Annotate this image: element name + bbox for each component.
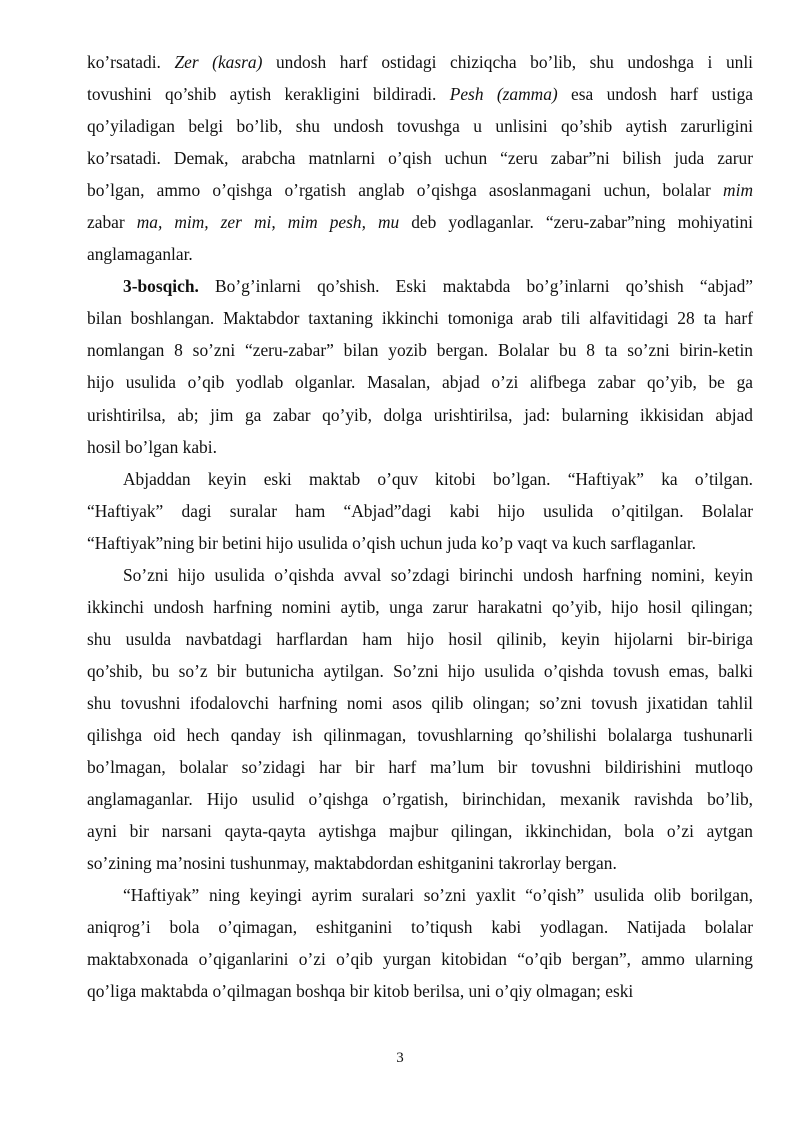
text-run: So’zni hijo usulida o’qishda avval so’zdagi birinchi undosh harfning nomini, keyin xyxy=(123,564,753,585)
bold-heading: 3-bosqich. xyxy=(123,276,199,297)
text-line xyxy=(87,591,753,623)
page-number: 3 xyxy=(396,1050,404,1066)
text-line xyxy=(87,78,753,110)
text-line xyxy=(87,783,753,815)
text-run: ikkinchi undosh harfning nomini aytib, unga zarur harakatni qo’yib, hijo hosil qilingan; xyxy=(87,596,753,617)
text-run: ko’rsatadi. Demak, arabcha matnlarni o’qish uchun “zeru zabar”ni bilish juda zarur xyxy=(87,148,753,169)
text-line xyxy=(87,366,753,398)
text-line xyxy=(87,431,753,463)
text-run: hosil bo’lgan kabi. xyxy=(87,436,217,457)
text-run: Abjaddan keyin eski maktab o’quv kitobi bo’lgan. “Haftiyak” ka o’tilgan. xyxy=(123,468,753,489)
text-run: “Haftiyak” ning keyingi ayrim suralari so’zni yaxlit “o’qish” usulida olib borilgan, xyxy=(123,885,753,906)
text-line xyxy=(87,943,753,975)
text-run: qilishga oid hech qanday ish qilinmagan, tovushlarning qo’shilishi bolalarga tushunarli xyxy=(87,724,753,745)
text-run: urishtirilsa, ab; jim ga zabar qo’yib, dolga urishtirilsa, jad: bularning ikkisidan abjad xyxy=(87,404,753,425)
text-line xyxy=(87,527,753,559)
text-run: nomlangan 8 so’zni “zeru-zabar” bilan yozib bergan. Bolalar bu 8 ta so’zni birin-ketin xyxy=(87,340,753,361)
text-run: bilan boshlangan. Maktabdor taxtaning ikkinchi tomoniga arab tili alfavitidagi 28 ta harf xyxy=(87,308,753,329)
text-run: esa undosh harf ustiga xyxy=(557,84,753,105)
text-run: anglamaganlar. xyxy=(87,244,193,265)
text-line xyxy=(87,495,753,527)
text-line xyxy=(87,559,753,591)
text-line xyxy=(87,110,753,142)
text-run: shu usulda navbatdagi harflardan ham hijo hosil qilinib, keyin hijolarni bir-biriga xyxy=(87,628,753,649)
italic-term: ma, mim, zer mi, mim pesh, mu xyxy=(136,212,400,233)
text-line xyxy=(87,334,753,366)
paragraph-3 xyxy=(87,463,753,559)
text-line xyxy=(87,463,753,495)
italic-term: mim xyxy=(723,180,753,201)
text-run: anglamaganlar. Hijo usulid o’qishga o’rgatish, birinchidan, mexanik ravishda bo’lib, xyxy=(87,789,753,810)
text-run: qo’yiladigan belgi bo’lib, shu undosh tovushga u unlisini qo’shib aytish zarurligini xyxy=(87,116,753,137)
text-run: ayni bir narsani qayta-qayta aytishga majbur qilingan, ikkinchidan, bola o’zi aytgan xyxy=(87,821,753,842)
text-run: ko’rsatadi. xyxy=(87,52,175,72)
text-line xyxy=(87,46,753,78)
text-line xyxy=(87,142,753,174)
document-page xyxy=(87,46,753,1007)
text-run: “Haftiyak” dagi suralar ham “Abjad”dagi kabi hijo usulida o’qitilgan. Bolalar xyxy=(87,500,753,521)
text-run: tovushini qo’shib aytish kerakligini bildiradi. xyxy=(87,84,450,105)
text-run: Bo’g’inlarni qo’shish. Eski maktabda bo’g’inlarni qo’shish “abjad” xyxy=(198,276,753,297)
paragraph-5 xyxy=(87,879,753,1007)
italic-term: Zer (kasra) xyxy=(174,52,263,72)
text-run: so’zining ma’nosini tushunmay, maktabdordan eshitganini takrorlay bergan. xyxy=(87,853,617,874)
text-line xyxy=(87,815,753,847)
text-line xyxy=(87,751,753,783)
text-line xyxy=(87,302,753,334)
text-line xyxy=(87,847,753,879)
text-run: bo’lmagan, bolalar so’zidagi har bir harf ma’lum bir tovushni bildirishini mutloqo xyxy=(87,757,753,778)
text-line xyxy=(87,975,753,1007)
text-run: qo’shib, bu so’z bir butunicha aytilgan. So’zni hijo usulida o’qishda tovush emas, balki xyxy=(87,660,753,681)
text-run: undosh harf ostidagi chiziqcha bo’lib, shu undoshga i unli xyxy=(262,52,754,72)
text-run: deb yodlaganlar. “zeru-zabar”ning mohiyatini xyxy=(399,212,753,233)
text-line xyxy=(87,206,753,238)
text-run: maktabxonada o’qiganlarini o’zi o’qib yurgan kitobidan “o’qib bergan”, ammo ularning xyxy=(87,949,753,970)
text-line xyxy=(87,270,753,302)
text-line xyxy=(87,911,753,943)
text-run: aniqrog’i bola o’qimagan, eshitganini to’tiqush kabi yodlagan. Natijada bolalar xyxy=(87,917,753,938)
italic-term: Pesh (zamma) xyxy=(449,84,558,105)
text-line xyxy=(87,719,753,751)
text-run: zabar xyxy=(87,212,137,233)
text-run: shu tovushni ifodalovchi harfning nomi asos qilib olingan; so’zni tovush jixatidan tahlil xyxy=(87,692,753,713)
paragraph-1 xyxy=(87,46,753,270)
text-line xyxy=(87,655,753,687)
text-line xyxy=(87,238,753,270)
text-line xyxy=(87,399,753,431)
text-line xyxy=(87,623,753,655)
text-run: hijo usulida o’qib yodlab olganlar. Masalan, abjad o’zi alifbega zabar qo’yib, be ga xyxy=(87,372,753,393)
paragraph-4 xyxy=(87,559,753,879)
paragraph-2 xyxy=(87,270,753,462)
text-line xyxy=(87,879,753,911)
text-run: “Haftiyak”ning bir betini hijo usulida o’qish uchun juda ko’p vaqt va kuch sarflaganlar. xyxy=(87,532,696,553)
text-line xyxy=(87,687,753,719)
text-run: qo’liga maktabda o’qilmagan boshqa bir kitob berilsa, uni o’qiy olmagan; eski xyxy=(87,981,634,1002)
text-line xyxy=(87,174,753,206)
text-run: bo’lgan, ammo o’qishga o’rgatish anglab o’qishga asoslanmagani uchun, bolalar xyxy=(87,180,724,201)
